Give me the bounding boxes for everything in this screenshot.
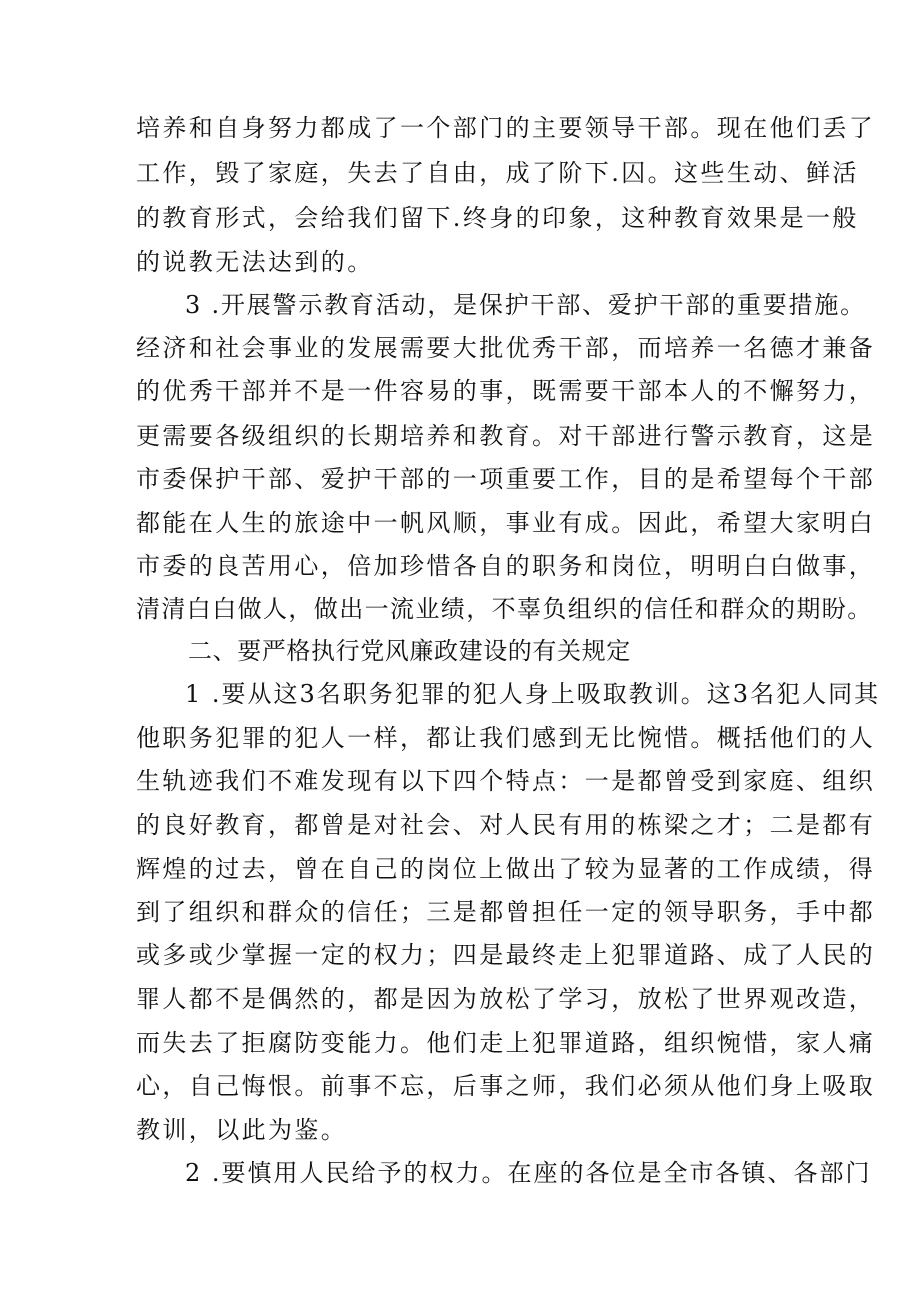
text-line: 到了组织和群众的信任；三是都曾担任一定的领导职务，手中都 (136, 898, 876, 926)
text-line: 罪人都不是偶然的，都是因为放松了学习，放松了世界观改造， (136, 985, 876, 1013)
text-line: 他职务犯罪的犯人一样，都让我们感到无比惋惜。概括他们的人 (136, 724, 876, 752)
text-line: 更需要各级组织的长期培养和教育。对干部进行警示教育，这是 (136, 422, 876, 450)
text-line: 3 .开展警示教育活动，是保护干部、爱护干部的重要措施。 (185, 291, 866, 319)
text-line: 工作，毁了家庭，失去了自由，成了阶下.囚。这些生动、鲜活 (136, 159, 859, 187)
text-line: 培养和自身努力都成了一个部门的主要领导干部。现在他们丢了 (136, 114, 876, 142)
text-line: 市委的良苦用心，倍加珍惜各自的职务和岗位，明明白白做事， (136, 552, 876, 580)
section-heading: 二、要严格执行党风廉政建设的有关规定 (188, 637, 631, 665)
text-line: 的良好教育，都曾是对社会、对人民有用的栋梁之才；二是都有 (136, 811, 876, 839)
text-line: 辉煌的过去，曾在自己的岗位上做出了较为显著的工作成绩，得 (136, 855, 876, 883)
text-line: 市委保护干部、爱护干部的一项重要工作，目的是希望每个干部 (136, 465, 876, 493)
text-line: 的优秀干部并不是一件容易的事，既需要干部本人的不懈努力， (136, 377, 876, 405)
text-line: 都能在人生的旅途中一帆风顺，事业有成。因此，希望大家明白 (136, 509, 876, 537)
text-line: 或多或少掌握一定的权力；四是最终走上犯罪道路、成了人民的 (136, 941, 876, 969)
text-line: 的说教无法达到的。 (136, 248, 374, 276)
text-line: 经济和社会事业的发展需要大批优秀干部，而培养一名德才兼备 (136, 334, 876, 362)
text-line: 1 .要从这3名职务犯罪的犯人身上吸取教训。这3名犯人同其 (185, 680, 881, 708)
text-line: 的教育形式，会给我们留下.终身的印象，这种教育效果是一般 (136, 204, 859, 232)
text-line: 心，自己悔恨。前事不忘，后事之师，我们必须从他们身上吸取 (136, 1072, 876, 1100)
text-line: 而失去了拒腐防变能力。他们走上犯罪道路，组织惋惜，家人痛 (136, 1029, 876, 1057)
text-line: 清清白白做人，做出一流业绩，不辜负组织的信任和群众的期盼。 (136, 595, 873, 623)
text-line: 教训，以此为鉴。 (136, 1116, 348, 1144)
text-line: 生轨迹我们不难发现有以下四个特点：一是都曾受到家庭、组织 (136, 767, 876, 795)
text-line: 2 .要慎用人民给予的权力。在座的各位是全市各镇、各部门 (185, 1159, 872, 1187)
